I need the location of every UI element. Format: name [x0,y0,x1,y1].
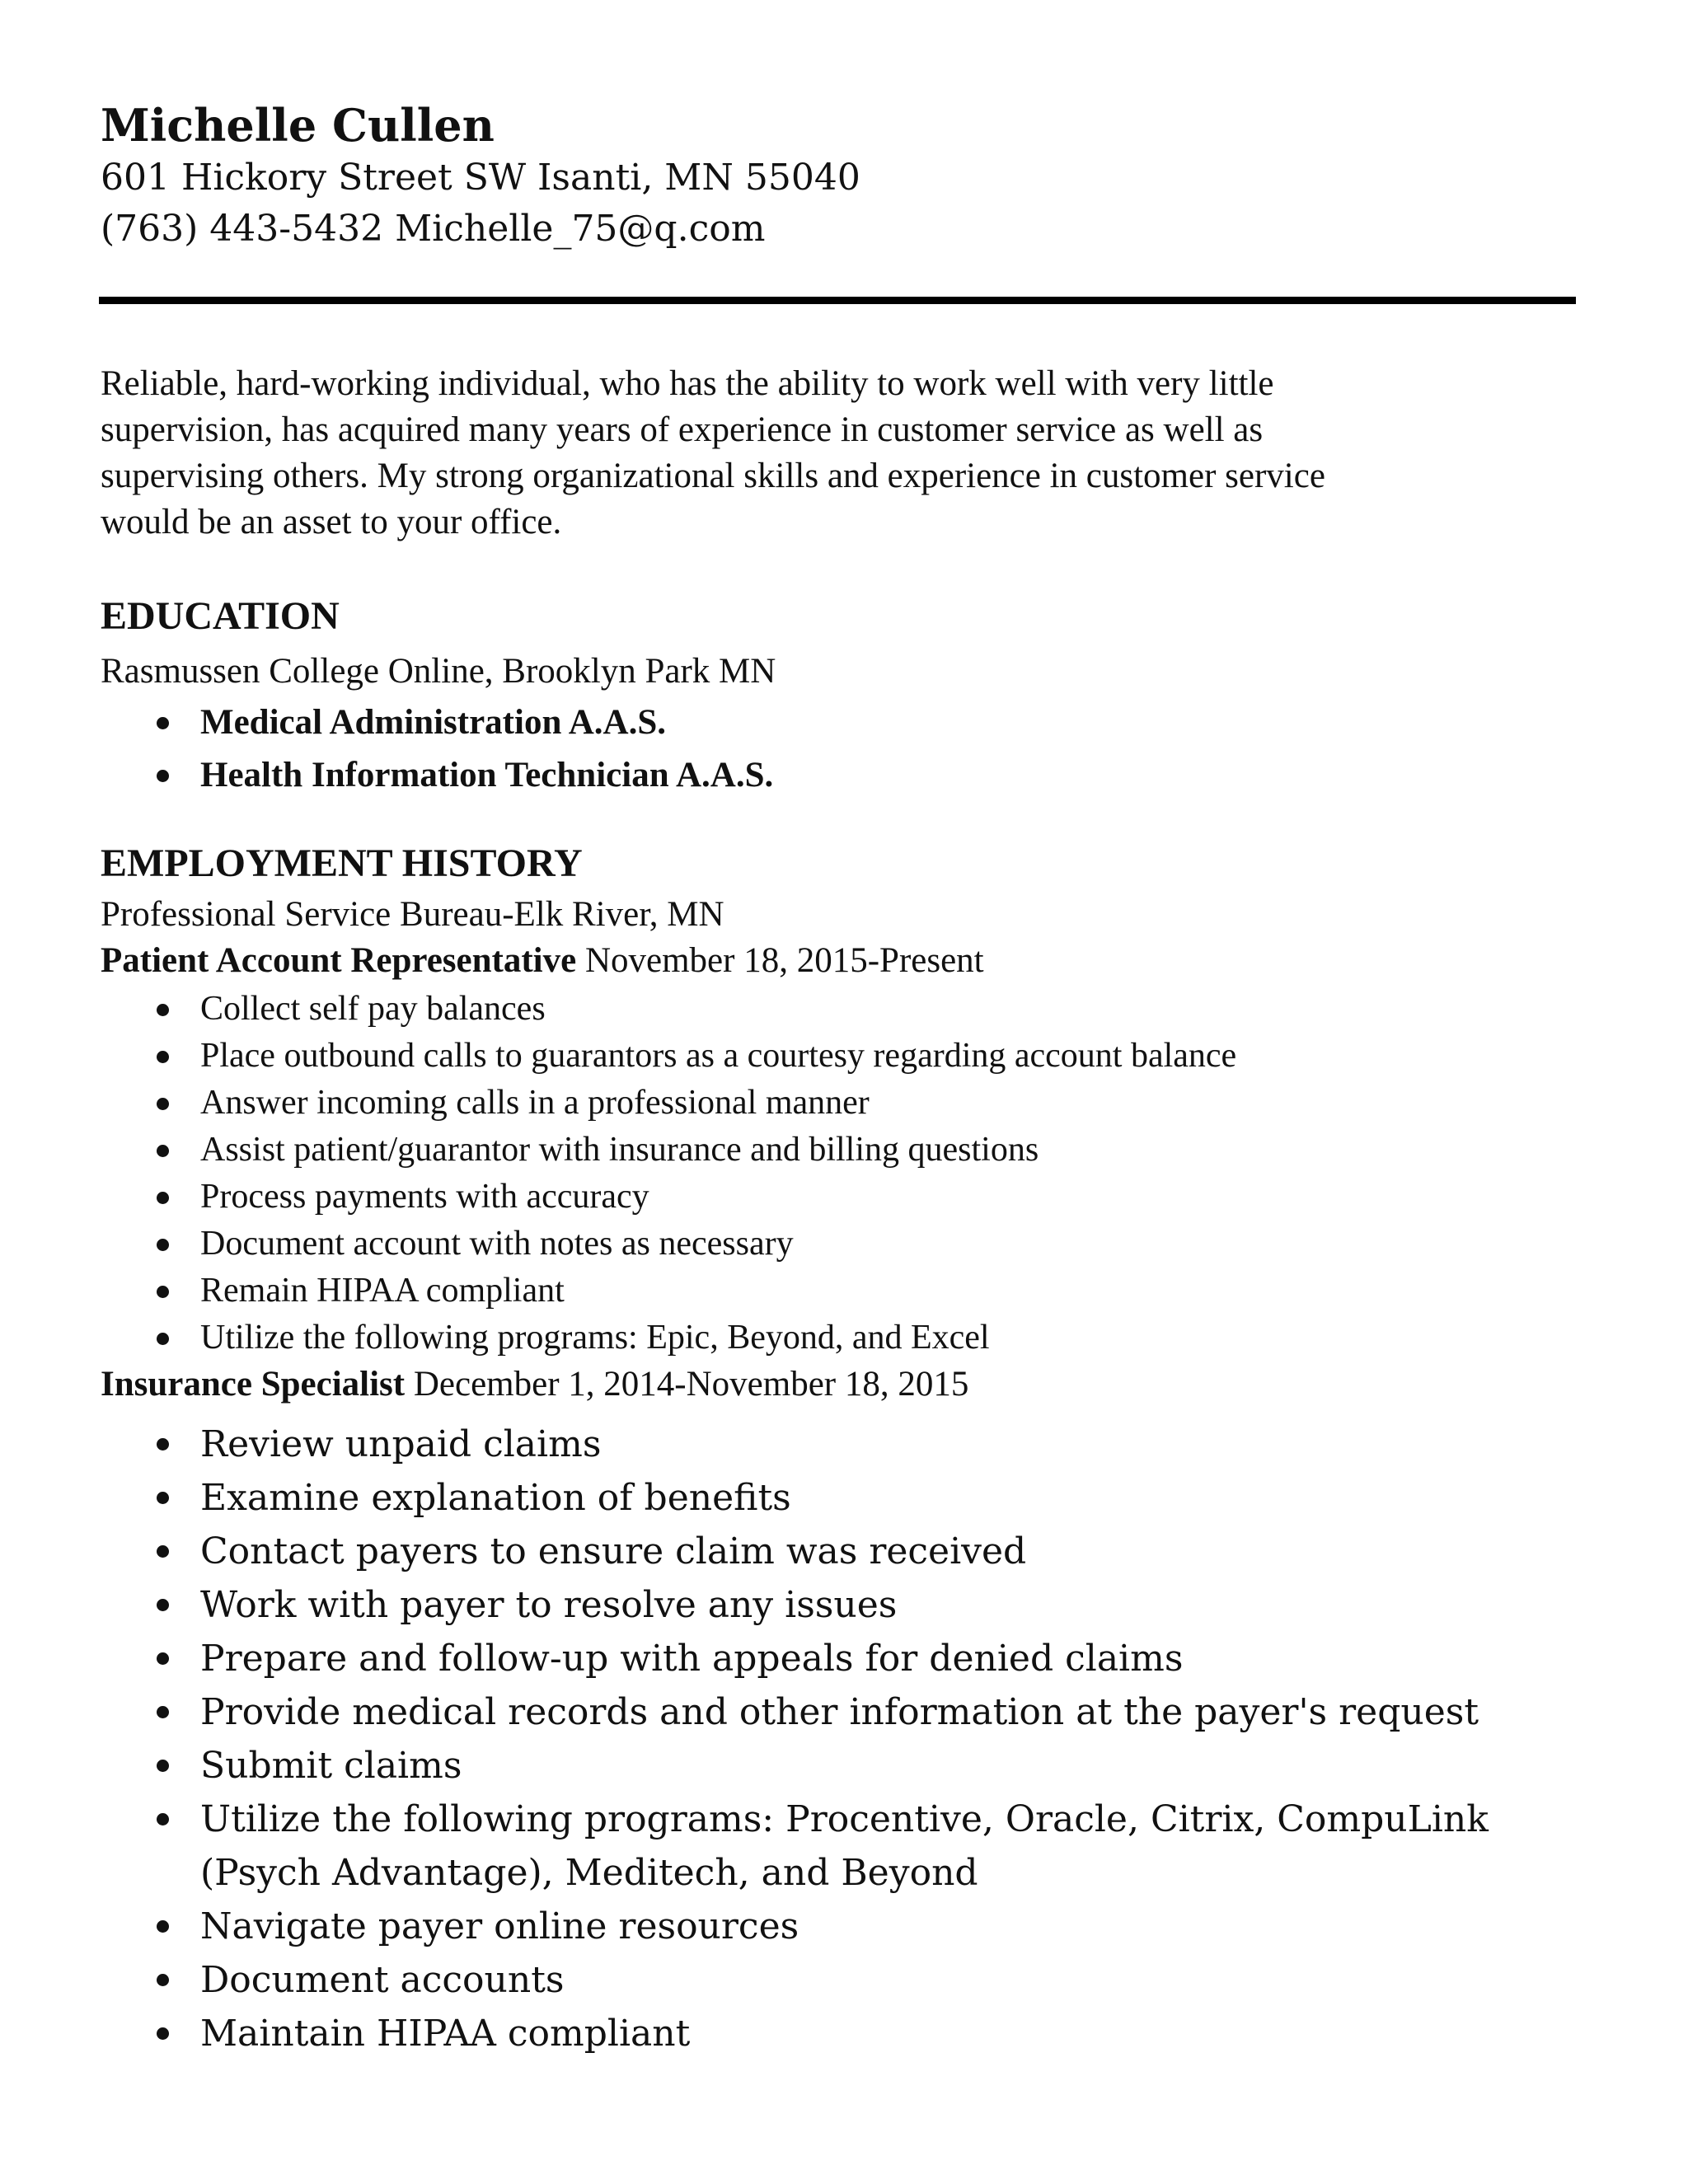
school-name: Rasmussen College Online, Brooklyn Park MN [101,652,776,691]
job-dates: December 1, 2014-November 18, 2015 [405,1365,969,1404]
duty-item: Provide medical records and other information at the payer's request [0,1685,1489,1739]
duty-line: Utilize the following programs: Procentive, Oracle, Citrix, CompuLink [200,1798,1489,1840]
employment-heading: EMPLOYMENT HISTORY [101,841,583,885]
phone-email: (763) 443-5432 Michelle_75@q.com [101,208,766,250]
summary-line: Reliable, hard-working individual, who has the ability to work well with very little [101,364,1274,403]
duty-item: Work with payer to resolve any issues [0,1578,1489,1632]
duty-list [0,986,1236,1361]
duty-item: Contact payers to ensure claim was received [0,1525,1489,1578]
duty-item: Navigate payer online resources [0,1900,1489,1953]
duty-item: Document accounts [0,1953,1489,2007]
summary-line: supervision, has acquired many years of experience in customer service as well as [101,410,1264,449]
employer-name: Professional Service Bureau-Elk River, MN [101,895,724,934]
duty-item: Document account with notes as necessary [0,1221,1236,1268]
duty-item: Utilize the following programs: Epic, Beyond, and Excel [0,1315,1236,1361]
duty-item: Prepare and follow-up with appeals for denied claims [0,1632,1489,1685]
duty-item: Submit claims [0,1739,1489,1793]
degree-item: Health Information Technician A.A.S. [0,749,773,802]
summary-line: supervising others. My strong organizational skills and experience in customer service [101,457,1325,495]
duty-item: Place outbound calls to guarantors as a courtesy regarding account balance [0,1033,1236,1080]
job-header [101,1364,968,1404]
summary-line: would be an asset to your office. [101,503,562,541]
duty-item: Maintain HIPAA compliant [0,2007,1489,2060]
header-divider [99,297,1576,304]
job-header [101,940,984,981]
degree-item: Medical Administration A.A.S. [0,696,773,749]
duty-item: Examine explanation of benefits [0,1471,1489,1525]
duty-list [0,1418,1489,2060]
job-title: Insurance Specialist [101,1365,406,1404]
job-title: Patient Account Representative [101,941,577,980]
job-dates: November 18, 2015-Present [576,941,984,980]
duty-item: Collect self pay balances [0,986,1236,1033]
address: 601 Hickory Street SW Isanti, MN 55040 [101,157,860,199]
duty-item: Remain HIPAA compliant [0,1268,1236,1315]
duty-item [0,1793,1489,1900]
candidate-name: Michelle Cullen [101,99,495,152]
summary-paragraph [101,361,1584,546]
duty-line: (Psych Advantage), Meditech, and Beyond [200,1852,978,1894]
degree-list [0,696,773,802]
duty-item: Review unpaid claims [0,1418,1489,1471]
duty-item: Process payments with accuracy [0,1174,1236,1221]
duty-item: Assist patient/guarantor with insurance and billing questions [0,1127,1236,1174]
education-heading: EDUCATION [101,594,340,638]
duty-item: Answer incoming calls in a professional manner [0,1080,1236,1127]
